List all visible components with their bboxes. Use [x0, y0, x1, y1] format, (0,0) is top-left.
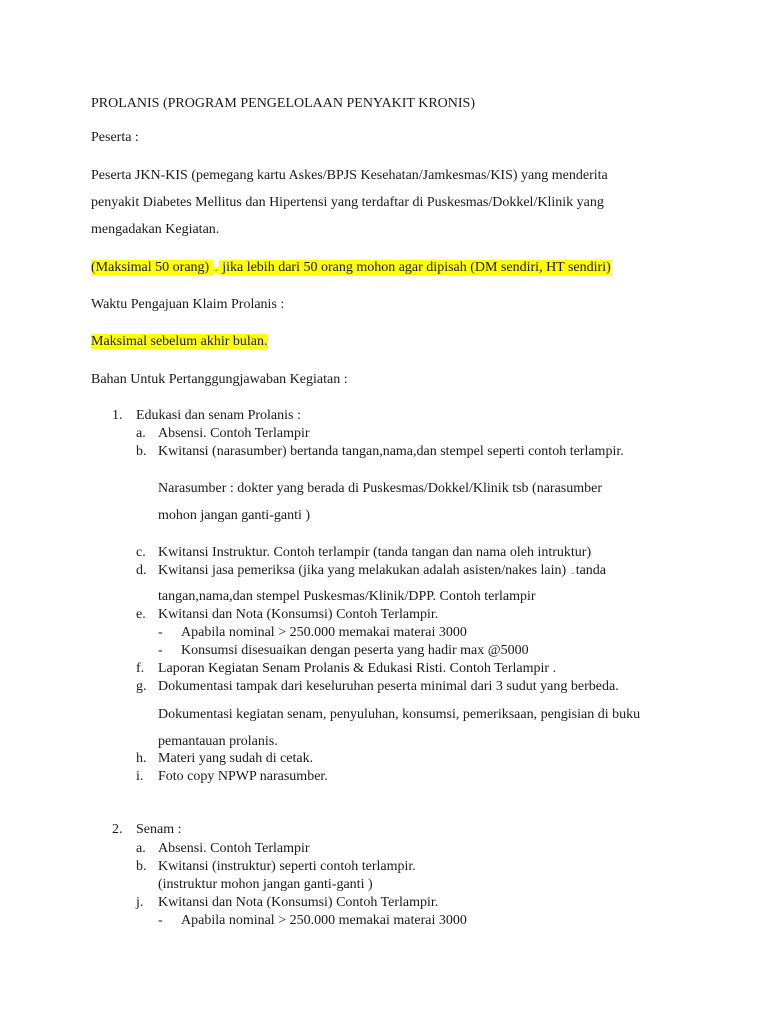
- list-item: Materi yang sudah di cetak.: [158, 751, 314, 766]
- dash-marker: -: [158, 625, 163, 640]
- dash-marker: -: [158, 643, 163, 658]
- peserta-max-note-b: jika lebih dari 50 orang mohon agar dipisah (DM sendiri, HT sendiri): [218, 260, 611, 275]
- peserta-line-3: mengadakan Kegiatan.: [91, 222, 220, 237]
- list-item: Kwitansi dan Nota (Konsumsi) Contoh Terlampir.: [158, 895, 439, 910]
- list-item: Kwitansi (narasumber) bertanda tangan,nama,dan stempel seperti contoh terlampir.: [158, 444, 624, 459]
- instruktur-note: (instruktur mohon jangan ganti-ganti ): [158, 877, 373, 892]
- list-marker: i.: [136, 769, 144, 784]
- section-1-label: Edukasi dan senam Prolanis :: [136, 408, 301, 423]
- sub-list-item: Apabila nominal > 250.000 memakai materai 3000: [181, 625, 467, 640]
- list-marker: j.: [136, 895, 144, 910]
- dash-marker: -: [158, 913, 163, 928]
- list-marker: h.: [136, 751, 147, 766]
- waktu-heading: Waktu Pengajuan Klaim Prolanis :: [91, 297, 285, 312]
- list-marker: c.: [136, 545, 146, 560]
- peserta-max-note-a: (Maksimal 50 orang): [91, 260, 213, 275]
- list-number: 1.: [112, 408, 123, 423]
- list-item-d-text: Kwitansi jasa pemeriksa (jika yang melakukan adalah asisten/nakes lain): [158, 563, 570, 578]
- peserta-heading: Peserta :: [91, 130, 139, 145]
- list-item: Kwitansi dan Nota (Konsumsi) Contoh Terlampir.: [158, 607, 439, 622]
- list-marker: a.: [136, 426, 146, 441]
- list-item: Kwitansi Instruktur. Contoh terlampir (tanda tangan dan nama oleh intruktur): [158, 545, 592, 560]
- list-item: Foto copy NPWP narasumber.: [158, 769, 328, 784]
- list-item: Laporan Kegiatan Senam Prolanis & Edukasi Risti. Contoh Terlampir .: [158, 661, 557, 676]
- arrow-icon: →: [212, 267, 219, 273]
- list-item: Dokumentasi tampak dari keseluruhan peserta minimal dari 3 sudut yang berbeda.: [158, 679, 619, 694]
- list-marker: e.: [136, 607, 146, 622]
- list-item: Kwitansi (instruktur) seperti contoh terlampir.: [158, 859, 416, 874]
- bahan-heading: Bahan Untuk Pertanggungjawaban Kegiatan :: [91, 372, 348, 387]
- narasumber-note-1: Narasumber : dokter yang berada di Puskesmas/Dokkel/Klinik tsb (narasumber: [158, 481, 603, 496]
- list-marker: b.: [136, 444, 147, 459]
- dokumentasi-note-2: pemantauan prolanis.: [158, 734, 278, 749]
- peserta-max-note: [91, 259, 611, 279]
- list-marker: a.: [136, 841, 146, 856]
- list-marker: f.: [136, 661, 145, 676]
- peserta-line-2: penyakit Diabetes Mellitus dan Hipertensi yang terdaftar di Puskesmas/Dokkel/Klinik yang: [91, 195, 604, 210]
- sub-list-item: Apabila nominal > 250.000 memakai materai 3000: [181, 913, 467, 928]
- list-item-continuation: tangan,nama,dan stempel Puskesmas/Klinik/DPP. Contoh terlampir: [158, 589, 536, 604]
- arrow-icon: →: [569, 570, 576, 576]
- waktu-value-text: Maksimal sebelum akhir bulan.: [91, 334, 268, 349]
- list-item: [158, 562, 606, 582]
- dokumentasi-note-1: Dokumentasi kegiatan senam, penyuluhan, konsumsi, pemeriksaan, pengisian di buku: [158, 707, 641, 722]
- peserta-line-1: Peserta JKN-KIS (pemegang kartu Askes/BPJS Kesehatan/Jamkesmas/KIS) yang menderita: [91, 168, 608, 183]
- document-title: PROLANIS (PROGRAM PENGELOLAAN PENYAKIT KRONIS): [91, 96, 475, 111]
- list-item-d-text-b: tanda: [575, 563, 607, 578]
- narasumber-note-2: mohon jangan ganti-ganti ): [158, 508, 311, 523]
- list-number: 2.: [112, 822, 123, 837]
- waktu-value: [91, 333, 268, 350]
- section-2-label: Senam :: [136, 822, 182, 837]
- list-item: Absensi. Contoh Terlampir: [158, 426, 310, 441]
- list-item: Absensi. Contoh Terlampir: [158, 841, 310, 856]
- list-marker: b.: [136, 859, 147, 874]
- list-marker: d.: [136, 563, 147, 578]
- sub-list-item: Konsumsi disesuaikan dengan peserta yang hadir max @5000: [181, 643, 529, 658]
- list-marker: g.: [136, 679, 147, 694]
